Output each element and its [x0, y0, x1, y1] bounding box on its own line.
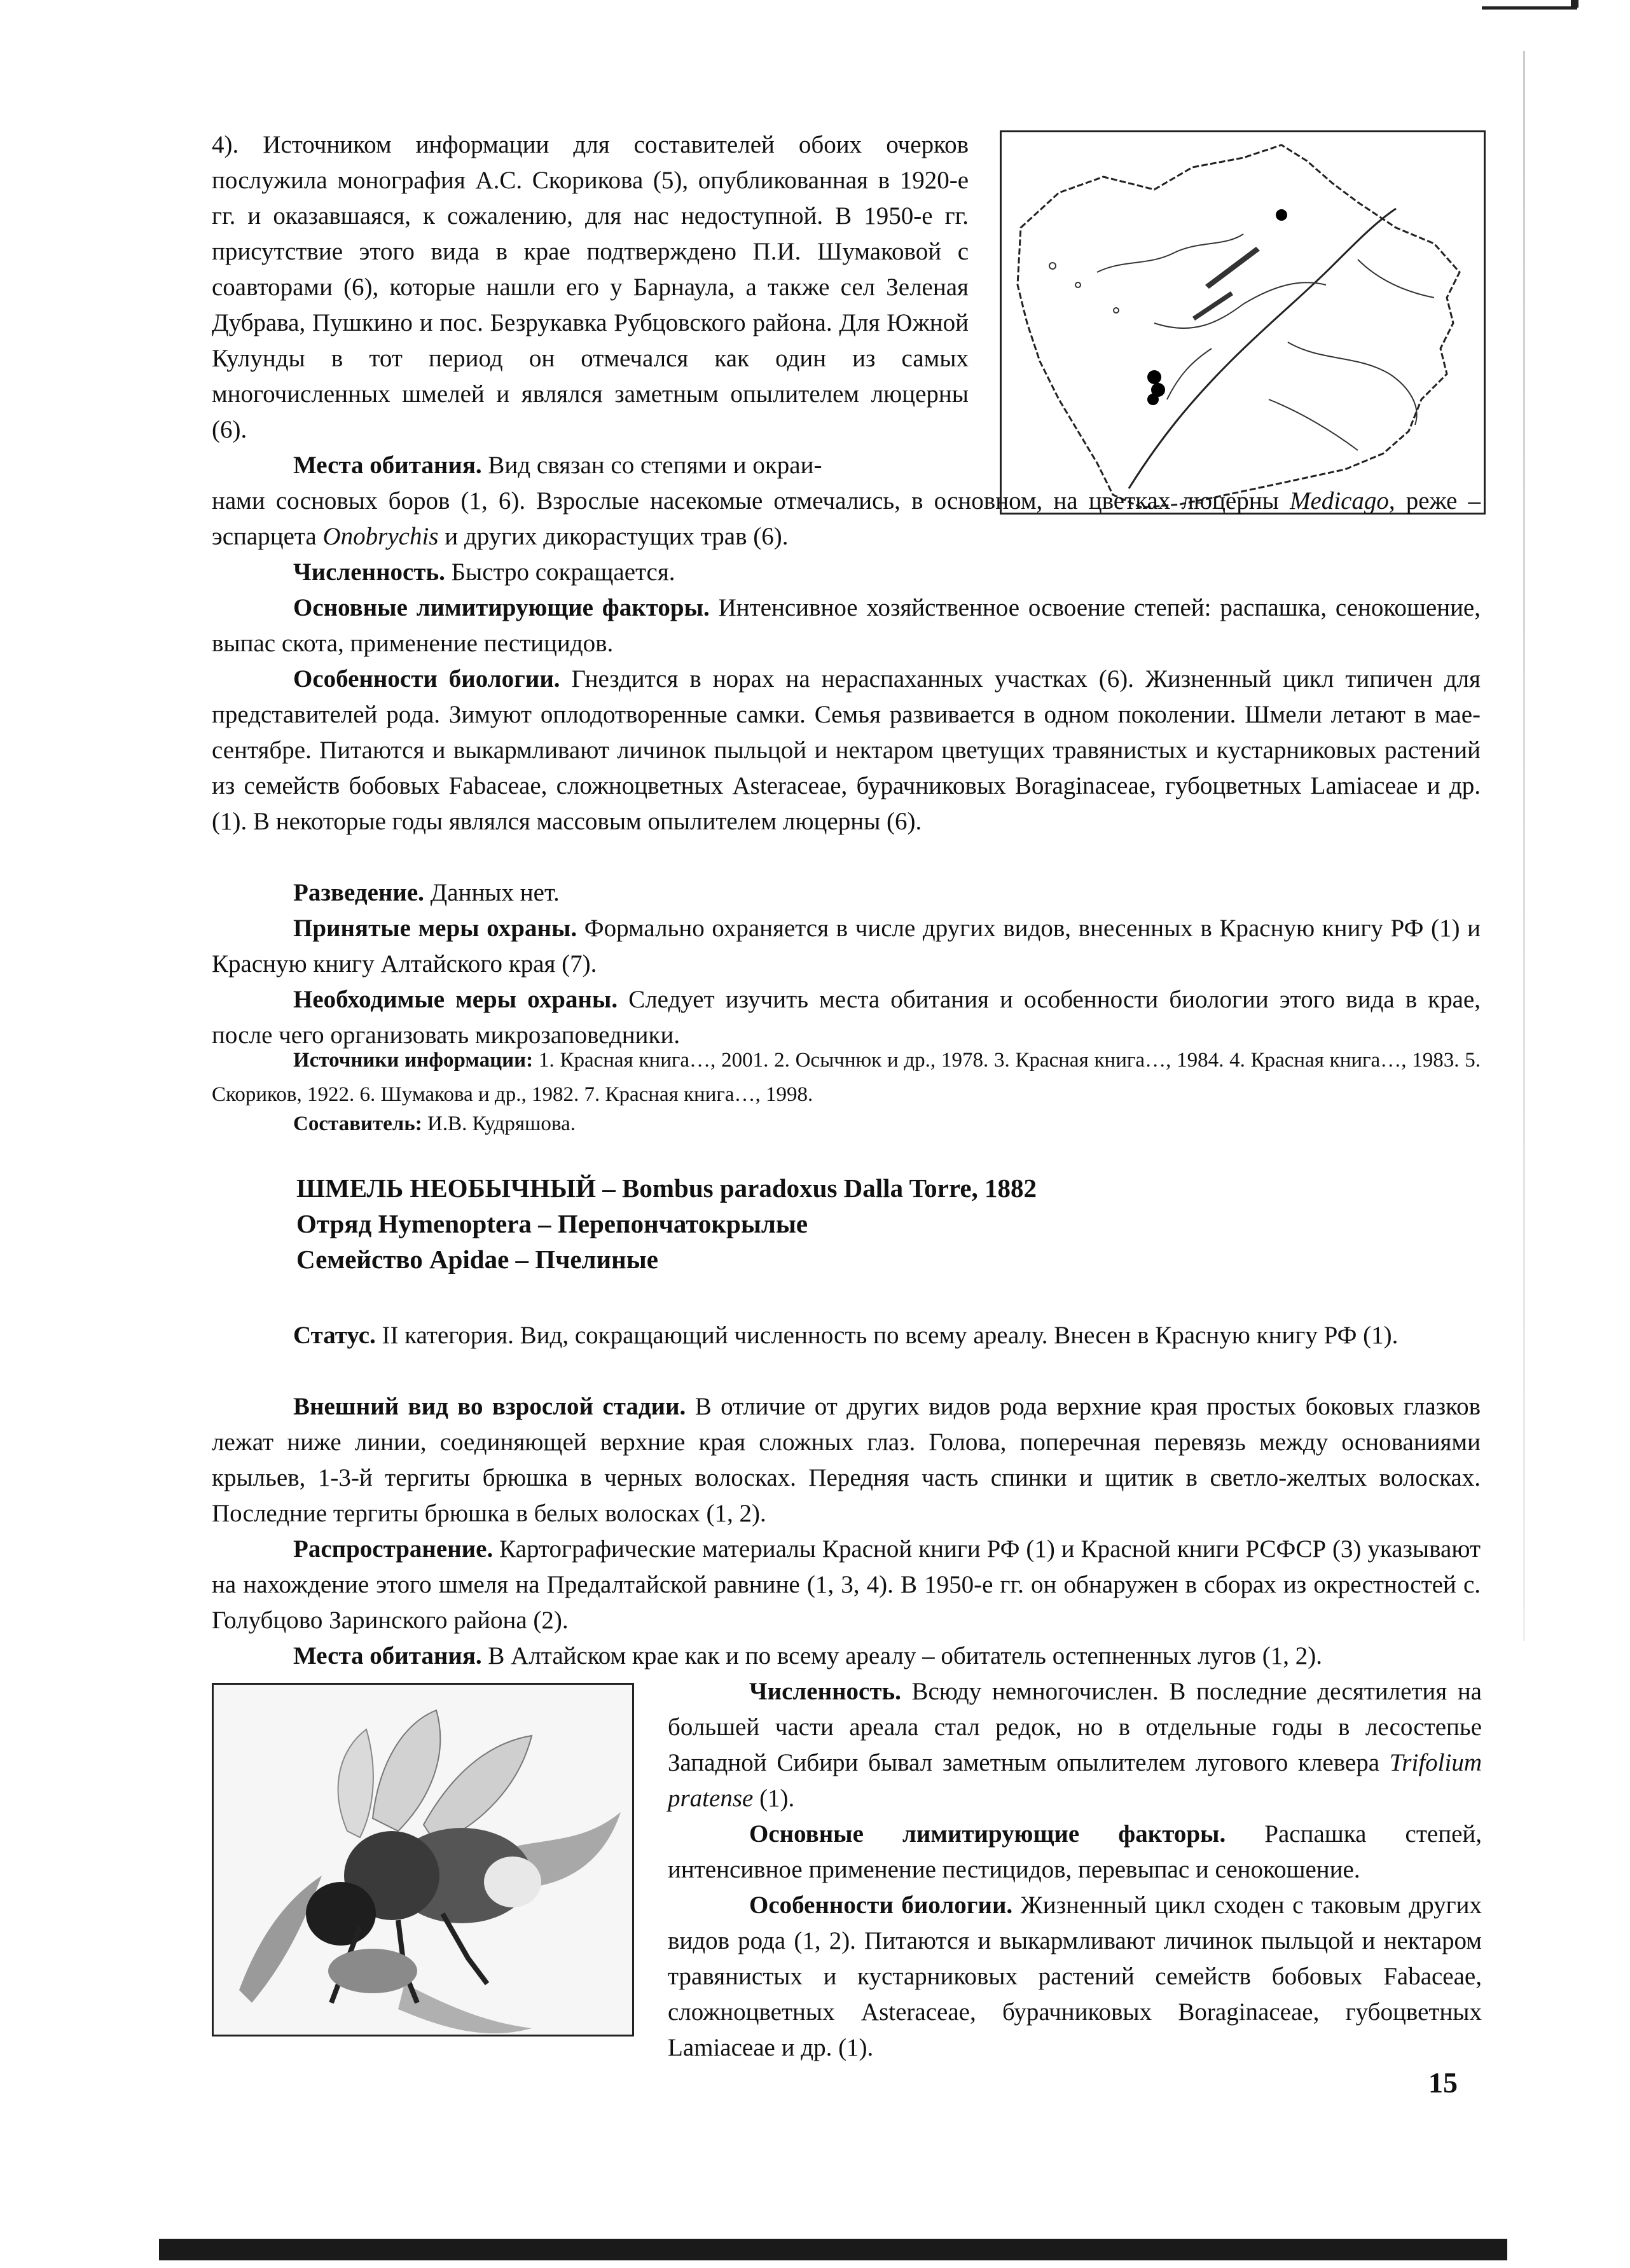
distribution-text: Картографические материалы Красной книги РФ (1) и Красной книги РСФСР (3) указывают на нахождение этого шмеля на Предалтайской равнине (1, 3, 4). В 1950-е гг. он обнаружен в сборах из окрестностей с. Голубцово Заринского района (2). — [212, 1535, 1481, 1634]
abundance2-label: Численность. — [749, 1678, 901, 1705]
breeding-label: Разведение. — [293, 879, 424, 906]
bottom-scan-band — [159, 2239, 1507, 2260]
bee-abdomen-tip — [484, 1857, 541, 1907]
river-6 — [1167, 349, 1212, 399]
appearance-label: Внешний вид во взрослой стадии. — [293, 1393, 686, 1420]
genus-medicago: Medicago — [1289, 487, 1389, 515]
status-paragraph — [212, 1318, 1481, 1353]
biology-text: Гнездится в норах на нераспаханных участках (6). Жизненный цикл типичен для представителей рода. Зимуют оплодотворенные самки. Семья развивается в одном поколении. Шмели летают в мае-сентябре. Питаются и выкармливают личинок пыльцой и нектаром цветущих травянистых и кустарниковых растений из семейств бобовых Fabaceae, сложноцветных Asteraceae, бурачниковых Boraginaceae, губоцветных Lamiaceae и др. (1). В некоторые годы являлся массовым опылителем люцерны (6). — [212, 665, 1481, 835]
biology2-text: Жизненный цикл сходен с таковым других видов рода (1, 2). Питаются и выкармливают личинок пыльцой и нектаром травянистых и кустарниковых растений семейств бобовых Fabaceae, сложноцветных Asteraceae, бурачниковых Boraginaceae, губоцветных Lamiaceae и др. (1). — [668, 1891, 1482, 2061]
scan-edge-shadow — [1523, 51, 1525, 1641]
family-line: Семейство Apidae – Пчелиные — [296, 1245, 658, 1274]
sources-paragraph — [212, 1043, 1481, 1112]
author-text: И.В. Кудряшова. — [422, 1112, 576, 1135]
biology2-label: Особенности биологии. — [749, 1891, 1013, 1919]
limiting2-text: Распашка степей, интенсивное применение пестицидов, перевыпас и сенокошение. — [668, 1820, 1482, 1883]
lake-5 — [1114, 308, 1119, 313]
biology-paragraph — [212, 661, 1481, 840]
record-point-rubtsovsk-1 — [1147, 370, 1161, 384]
river-5 — [1269, 399, 1358, 450]
needed-label: Необходимые меры охраны. — [293, 986, 618, 1013]
river-ob — [1129, 209, 1396, 488]
distribution-label: Распространение. — [293, 1535, 494, 1563]
intro-text: 4). Источником информации для составителей обоих очерков послужила монография А.С. Скорикова (5), опубликованная в 1920-е гг. и оказавшаяся, к сожалению, для нас недоступной. В 1950-е гг. присутствие этого вида в крае подтверждено П.И. Шумаковой с соавторами (6), которые нашли его у Барнаула, а также сел Зеленая Дубрава, Пушкино и пос. Безрукавка Рубцовского района. Для Южной Кулунды в тот период он отмечался как один из самых многочисленных шмелей и являлся заметным опылителем люцерны (6). — [212, 131, 969, 443]
limiting2-paragraph — [668, 1816, 1482, 1888]
habitat-paragraph — [212, 483, 1481, 555]
sources-text: 1. Красная книга…, 2001. 2. Осычнюк и др., 1978. 3. Красная книга…, 1984. 4. Красная книга…, 1983. 5. Скориков, 1922. 6. Шумакова и др., 1982. 7. Красная книга…, 1998. — [212, 1049, 1481, 1106]
habitat2-paragraph — [212, 1638, 1481, 1674]
needed-text: Следует изучить места обитания и особенности биологии этого вида в крае, после чего организовать микрозаповедники. — [212, 986, 1481, 1049]
intro-paragraph — [212, 127, 969, 448]
region-outline — [1018, 145, 1460, 508]
page-number: 15 — [1428, 2066, 1458, 2099]
species-title: ШМЕЛЬ НЕОБЫЧНЫЙ – Bombus paradoxus Dalla Torre, 1882 — [296, 1173, 1037, 1203]
lake-1 — [1205, 247, 1260, 289]
author-label: Составитель: — [293, 1112, 422, 1135]
habitat-text-3: , реже – эспарцета — [212, 487, 1481, 550]
habitat2-text: В Алтайском крае как и по всему ареалу – обитатель остепненных лугов (1, 2). — [481, 1642, 1322, 1670]
measures-text: Формально охраняется в числе других видов, внесенных в Красную книгу РФ (1) и Красную книгу Алтайского края (7). — [212, 915, 1481, 978]
distribution-paragraph — [212, 1532, 1481, 1638]
lake-4 — [1075, 282, 1081, 287]
status-text: II категория. Вид, сокращающий численность по всему ареалу. Внесен в Красную книгу РФ (1). — [375, 1322, 1399, 1349]
limiting-label: Основные лимитирующие факторы. — [293, 594, 710, 621]
limiting-paragraph — [212, 590, 1481, 661]
measures-paragraph — [212, 911, 1481, 982]
abundance2-paragraph — [668, 1674, 1482, 1816]
author-paragraph — [212, 1107, 1481, 1141]
river-7 — [1358, 259, 1434, 298]
limiting2-label: Основные лимитирующие факторы. — [749, 1820, 1226, 1848]
measures-label: Принятые меры охраны. — [293, 915, 577, 942]
habitat-line-1 — [212, 448, 975, 483]
species-trifolium: Trifolium pratense — [668, 1749, 1482, 1812]
habitat2-label: Места обитания. — [293, 1642, 482, 1670]
river-2 — [1154, 282, 1326, 328]
breeding-text: Данных нет. — [424, 879, 560, 906]
genus-onobrychis: Onobrychis — [322, 523, 439, 550]
abundance2-text-2: (1). — [753, 1785, 795, 1812]
habitat-text-1: Вид связан со степями и окраи- — [481, 452, 822, 479]
bumblebee-photo — [212, 1683, 634, 2036]
abundance-paragraph — [212, 555, 1481, 590]
river-4 — [1288, 342, 1417, 425]
lake-2 — [1192, 291, 1233, 321]
limiting-text: Интенсивное хозяйственное освоение степей: распашка, сенокошение, выпас скота, применение пестицидов. — [212, 594, 1481, 657]
appearance-paragraph — [212, 1389, 1481, 1532]
abundance-text: Быстро сокращается. — [445, 558, 675, 586]
biology-label: Особенности биологии. — [293, 665, 560, 693]
habitat-text-2: нами сосновых боров (1, 6). Взрослые насекомые отмечались, в основном, на цветках люцерны — [212, 487, 1290, 515]
river-3 — [1097, 234, 1243, 272]
abundance-label: Численность. — [293, 558, 445, 586]
top-edge-rule — [1482, 6, 1577, 10]
abundance2-text-1: Всюду немногочислен. В последние десятилетия на большей части ареала стал редок, но в отдельные годы в лесостепье Западной Сибири бывал заметным опылителем лугового клевера — [668, 1678, 1482, 1776]
bumblebee-drawing — [214, 1685, 632, 2035]
distribution-map — [1000, 130, 1486, 515]
sources-label: Источники информации: — [293, 1049, 534, 1072]
appearance-text: В отличие от других видов рода верхние края простых боковых глазков лежат ниже линии, соединяющей верхние края сложных глаз. Голова, поперечная перевязь между основаниями крыльев, 1-3-й тергиты брюшка в черных волосках. Передняя часть спинки и щитик в светло-желтых волосках. Последние тергиты брюшка в белых волосках (1, 2). — [212, 1393, 1481, 1527]
habitat-label: Места обитания. — [293, 452, 482, 479]
biology2-paragraph — [668, 1888, 1482, 2066]
flower-head — [328, 1949, 417, 1993]
order-line: Отряд Hymenoptera – Перепончатокрылые — [296, 1209, 808, 1238]
map-drawing — [1002, 132, 1484, 513]
habitat-text-4: и других дикорастущих трав (6). — [438, 523, 789, 550]
lake-3 — [1049, 263, 1056, 269]
top-edge-mark — [1571, 0, 1578, 8]
record-point-barnaul — [1276, 209, 1287, 221]
status-label: Статус. — [293, 1322, 376, 1349]
bee-head — [306, 1882, 376, 1946]
breeding-paragraph — [212, 875, 1481, 911]
record-point-rubtsovsk-3 — [1147, 394, 1159, 405]
